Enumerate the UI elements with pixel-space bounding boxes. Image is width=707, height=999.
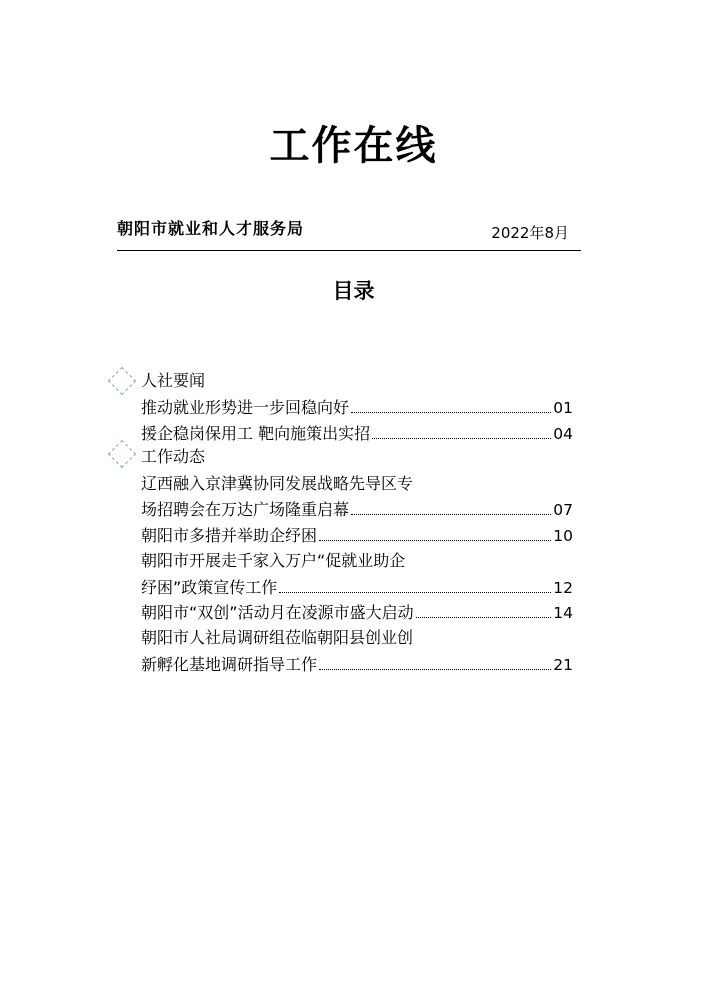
toc-page-number: 12	[553, 579, 573, 597]
toc-entry-title-line[interactable]: 辽西融入京津冀协同发展战略先导区专	[141, 474, 414, 493]
toc-section-title: 人社要闻	[141, 371, 206, 390]
toc-page-number: 21	[553, 656, 573, 674]
toc-entry[interactable]	[141, 395, 573, 419]
toc-entry-title: 新孵化基地调研指导工作	[141, 655, 318, 674]
document-title: 工作在线	[269, 123, 438, 169]
toc-page-number: 04	[553, 425, 573, 443]
toc-entry[interactable]	[141, 652, 573, 676]
dot-leader	[416, 616, 552, 618]
toc-entry[interactable]	[141, 575, 573, 599]
toc-page-number: 14	[553, 604, 573, 622]
dot-leader	[351, 513, 551, 515]
toc-entry-title: 援企稳岗保用工 靶向施策出实招	[141, 424, 371, 443]
toc-page-number: 10	[553, 527, 573, 545]
toc-entry-title: 朝阳市多措并举助企纾困	[141, 526, 318, 545]
toc-entry-title: 推动就业形势进一步回稳向好	[141, 398, 350, 417]
toc-entry-title: 朝阳市“双创”活动月在凌源市盛大启动	[141, 603, 414, 622]
toc-entry-title-line[interactable]: 朝阳市开展走千家入万户“促就业助企	[141, 551, 406, 570]
publisher-name: 朝阳市就业和人才服务局	[117, 219, 305, 238]
issue-date: 2022年8月	[491, 224, 569, 242]
toc-entry[interactable]	[141, 600, 573, 624]
dot-leader	[372, 437, 551, 439]
dot-leader	[319, 539, 551, 541]
diamond-bullet-icon	[108, 367, 136, 395]
dot-leader	[279, 591, 551, 593]
toc-heading: 目录	[332, 279, 375, 303]
toc-entry-title: 纾困”政策宣传工作	[141, 578, 278, 597]
toc-entry[interactable]	[141, 523, 573, 547]
toc-entry-title-line[interactable]: 朝阳市人社局调研组莅临朝阳县创业创	[141, 628, 414, 647]
diamond-bullet-icon	[108, 440, 136, 468]
header-divider	[117, 250, 581, 251]
toc-entry[interactable]	[141, 421, 573, 445]
dot-leader	[351, 411, 551, 413]
toc-page-number: 01	[553, 399, 573, 417]
toc-entry-title: 场招聘会在万达广场隆重启幕	[141, 500, 350, 519]
toc-page-number: 07	[553, 501, 573, 519]
toc-section-title: 工作动态	[141, 447, 206, 466]
dot-leader	[319, 668, 551, 670]
toc-entry[interactable]	[141, 497, 573, 521]
